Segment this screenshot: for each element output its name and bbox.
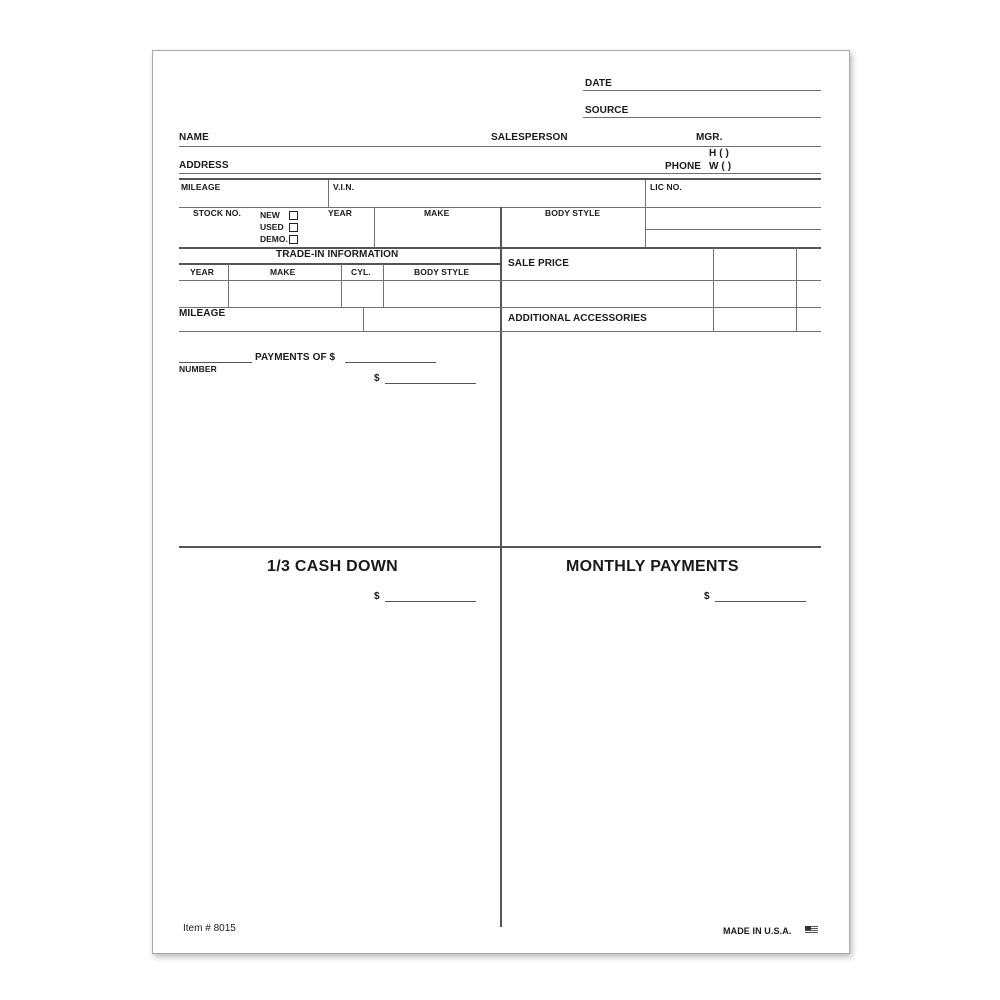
salesperson-label: SALESPERSON (491, 132, 568, 143)
divider (374, 207, 375, 247)
monthly-payments-amount-field[interactable] (715, 601, 806, 602)
divider (341, 264, 342, 307)
us-flag-icon (805, 926, 818, 934)
address-field[interactable] (179, 173, 821, 174)
section-divider (179, 546, 821, 548)
cash-down-dollar-sign: $ (374, 591, 380, 602)
date-field[interactable] (583, 90, 821, 91)
trade-in-col-year: YEAR (190, 267, 215, 277)
checkbox-demo[interactable] (289, 235, 298, 244)
address-label: ADDRESS (179, 160, 229, 171)
name-field[interactable] (179, 146, 821, 147)
make-label: MAKE (424, 208, 450, 218)
mgr-label: MGR. (696, 132, 723, 143)
row-divider (179, 307, 500, 308)
stock-no-label: STOCK NO. (193, 208, 241, 218)
deal-worksheet-form (152, 50, 850, 954)
number-of-payments-field[interactable] (179, 362, 252, 363)
mileage-label: MILEAGE (181, 182, 221, 192)
total-amount-field[interactable] (385, 383, 476, 384)
divider (383, 264, 384, 307)
phone-home: H ( ) (709, 148, 729, 159)
item-number: Item # 8015 (183, 923, 236, 934)
name-label: NAME (179, 132, 209, 143)
row-divider (500, 280, 821, 281)
row-divider (500, 331, 821, 332)
trade-in-col-body-style: BODY STYLE (414, 267, 470, 277)
number-label: NUMBER (179, 364, 217, 374)
checkbox-used[interactable] (289, 223, 298, 232)
cash-down-title: 1/3 CASH DOWN (267, 558, 399, 575)
dollar-sign: $ (374, 373, 380, 384)
trade-in-title: TRADE-IN INFORMATION (276, 249, 399, 260)
trade-in-mileage-label: MILEAGE (179, 308, 226, 319)
section-divider (179, 178, 821, 180)
payment-amount-field[interactable] (345, 362, 436, 363)
source-field[interactable] (583, 117, 821, 118)
divider (228, 264, 229, 307)
cash-down-amount-field[interactable] (385, 601, 476, 602)
year-label: YEAR (328, 208, 353, 218)
monthly-payments-dollar-sign: $ (704, 591, 710, 602)
lic-row-divider (645, 229, 821, 230)
source-label: SOURCE (585, 105, 629, 116)
condition-demo[interactable]: DEMO. (260, 233, 298, 245)
center-divider (500, 207, 502, 927)
body-style-label: BODY STYLE (545, 208, 601, 218)
phone-work: W ( ) (709, 161, 732, 172)
trade-in-col-cyl: CYL. (351, 267, 371, 277)
row-divider (179, 280, 500, 281)
divider (328, 180, 329, 207)
condition-new[interactable]: NEW (260, 209, 298, 221)
lic-no-label: LIC NO. (650, 182, 682, 192)
phone-label: PHONE (665, 161, 702, 172)
condition-options (260, 209, 298, 245)
divider (645, 180, 646, 247)
trade-in-col-make: MAKE (270, 267, 296, 277)
sale-price-label: SALE PRICE (508, 258, 570, 269)
date-label: DATE (585, 78, 612, 89)
additional-accessories-label: ADDITIONAL ACCESSORIES (508, 313, 647, 324)
row-divider (179, 331, 500, 332)
checkbox-new[interactable] (289, 211, 298, 220)
condition-used[interactable]: USED (260, 221, 298, 233)
payments-of-label: PAYMENTS OF $ (255, 352, 336, 363)
divider (713, 247, 714, 331)
vin-label: V.I.N. (333, 182, 355, 192)
made-in-usa: MADE IN U.S.A. (723, 926, 792, 936)
divider (796, 247, 797, 331)
row-divider (500, 307, 821, 308)
monthly-payments-title: MONTHLY PAYMENTS (566, 558, 739, 575)
divider (363, 307, 364, 331)
